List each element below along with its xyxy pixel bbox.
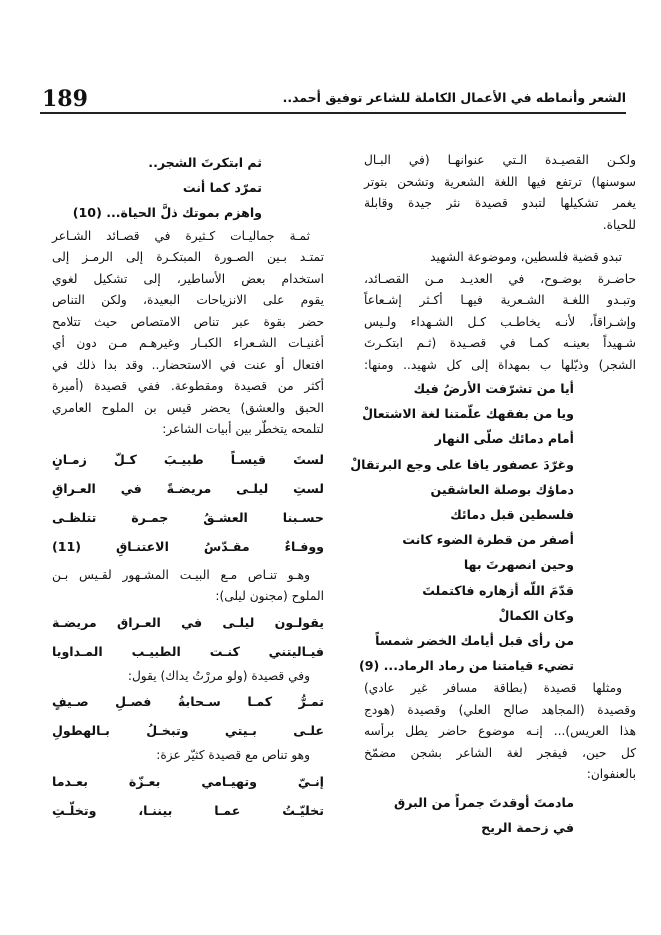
text-line: وهـو تنـاص مـع البيـت المشـهور لقـيس بـن <box>52 567 310 582</box>
text-line: لتلمحه يتخطّر بين أبيات الشاعر: <box>162 422 324 437</box>
verse-line: من رأى قبل أيامك الخضر شمساً <box>375 632 574 648</box>
text-line: بالعنفوان: <box>586 767 636 782</box>
verse-line: وحين انصهرتَ بها <box>463 557 574 573</box>
verse-line: لستِ ليلـى مريضـةً في العـراقِ <box>52 480 324 496</box>
text-line: أكثر من قصيدة ومقطوعة. ففي قصيدة (أميرة <box>52 379 324 394</box>
verse-line: تمـرُّ كمـا سـحابةُ فصـلِ صـيفٍ <box>52 694 324 710</box>
verse-line: تمرّد كما أنت <box>182 180 262 196</box>
verse-line: دماؤك بوصلة العاشقين <box>430 481 574 497</box>
poem-block <box>52 608 324 666</box>
text-line: وقصيدة (المجاهد صالح العلي) وقصيدة (هودج <box>364 702 636 717</box>
verse-line: واهزم بموتك ذلَّ الحياة... (10) <box>72 205 262 221</box>
page-number: 189 <box>42 86 88 112</box>
running-title: الشعر وأنماطه في الأعمال الكاملة للشاعر توفيق أحمد.. <box>282 90 626 105</box>
text-line: وإشـراقاً، لأنـه يخاطـب كـل الشـهداء ولـيس <box>364 314 636 329</box>
right-column <box>350 150 636 840</box>
verse-line: تضيء قيامتنا من رماد الرماد... (9) <box>358 658 574 674</box>
verse-line: أمام دمائك صلّى النهار <box>434 431 574 447</box>
poem-block <box>350 376 636 678</box>
paragraph <box>52 565 324 608</box>
text-line: يقوم على الانزياحات البعيدة، ولكن التناص <box>52 293 324 308</box>
text-line: تبدو قضية فلسطين، وموضوعة الشهيد <box>430 250 622 264</box>
poem-block <box>52 767 324 825</box>
page-header <box>40 80 626 110</box>
text-line: كل حين، فيفجر لغة الشاعر بشجن مضمّخ <box>364 745 636 760</box>
verse-line: فلسطين قبل دمائك <box>450 506 574 522</box>
verse-line: قدّمَ اللّه أزهاره فاكتملتَ <box>422 582 574 598</box>
text-line: شـهيداً بعينـه كمـا في قصـيدة (ثـم ابتكـرتَ <box>364 336 636 350</box>
verse-line: ويا من بفقهك علّمتنا لغة الاشتعالْ <box>362 406 574 422</box>
paragraph <box>364 678 636 786</box>
text-line: ثمـة جماليـات كـثيرة في قصـائد الشـاعر <box>52 228 310 243</box>
verse-line: أصفر من قطرة الضوء كانت <box>402 532 574 548</box>
text-line: وتبـدو اللغـة الشـعرية فيهـا أكـثر إشـعاعاً <box>364 293 636 307</box>
verse-line: أيا من تشرّفت الأرضُ فيك <box>413 381 574 396</box>
text-line: حاضـرة بوضـوح، في العديـد مـن القصـائد، <box>364 271 636 286</box>
text-line: وهو تناص مع قصيدة كثيّر عزة: <box>156 748 310 763</box>
paragraph <box>52 666 324 688</box>
text-line: حضر بقوة عبر تناص الامتصاص حيث تتلامح <box>52 314 324 329</box>
text-line: افتعال أو عنت في الاستحضار.. وقد بدا ذلك في <box>52 357 324 372</box>
text-line: وفي قصيدة (ولو مررْتُ يداك) يقول: <box>127 668 310 683</box>
poem-block <box>52 150 324 226</box>
paragraph <box>52 745 324 767</box>
verse-line: تخليّـتُ عمـا بيننـا، وتخلّـتِ <box>52 802 324 818</box>
poem-block <box>52 445 324 561</box>
verse-line: وكان الكمالْ <box>498 607 574 623</box>
text-line: ولكـن القصيـدة الـتي عنوانهـا (في البـال <box>364 153 636 167</box>
verse-line: مادمتَ أوقدتَ جمراً من البرق <box>393 794 574 810</box>
header-rule <box>40 112 626 114</box>
verse-line: ووفـاءٌ مقـدّسُ الاعتنـاقِ (11) <box>52 538 324 554</box>
text-line: سوسنها) ترتفع فيها اللغة الشعرية وتشحن بتوتر <box>364 174 636 189</box>
text-line: استخدام بعض الأساطير، إلى تشكيل لغوي <box>52 271 324 286</box>
text-line: الشجر) وذيّلها ب بمهداة إلى كل شهيد.. ومنها: <box>364 357 636 372</box>
paragraph <box>364 150 636 236</box>
verse-line: وغرّدَ عصفور يافا على وجع البرتقالْ <box>350 456 574 472</box>
verse-line: ثم ابتكرتَ الشجر.. <box>148 155 262 170</box>
text-line: تمتـد بـين الصـورة المبتكـرة إلى الرمـز إلى <box>52 250 324 265</box>
verse-line: يقولـون ليلـى في العـراق مريضـة <box>52 614 324 630</box>
verse-line: حسـبنا العشـقُ جمـرة تتلظـى <box>52 509 324 525</box>
paragraph <box>364 247 636 376</box>
verse-line: في زحمة الريح <box>481 819 574 835</box>
verse-line: علـى بـيتي وتبخـلُ بـالهطولِ <box>52 723 324 739</box>
text-line: الحبق والعشق) يحضر قيس بن الملوح العامري <box>52 400 324 415</box>
text-line: أغنيـات الشـعراء الكبـار وغيرهـم مـن دون أي <box>52 336 324 351</box>
verse-line: فيـاليتني كنـت الطبيـب المـداويا <box>52 643 324 659</box>
text-line: يغمر تشكيلها لتبدو قصيدة نثر جيدة وقابلة <box>364 196 636 210</box>
text-line: للحياة. <box>602 217 636 232</box>
text-line: هذا العريس)... إنـه موضوع حاضر يطل برأسه <box>364 724 636 739</box>
paragraph <box>52 226 324 441</box>
poem-block <box>364 790 636 840</box>
verse-line: لستَ قيسـاً طبيـبَ كـلّ زمـانٍ <box>52 451 324 467</box>
verse-line: إنـيّ وتهيـامي بعـزّة بعـدما <box>52 773 324 789</box>
text-line: الملوح (مجنون ليلى): <box>215 589 324 604</box>
poem-block <box>52 687 324 745</box>
text-line: ومثلها قصيدة (بطاقة مسافر غير عادي) <box>364 681 622 696</box>
left-column <box>52 150 324 825</box>
